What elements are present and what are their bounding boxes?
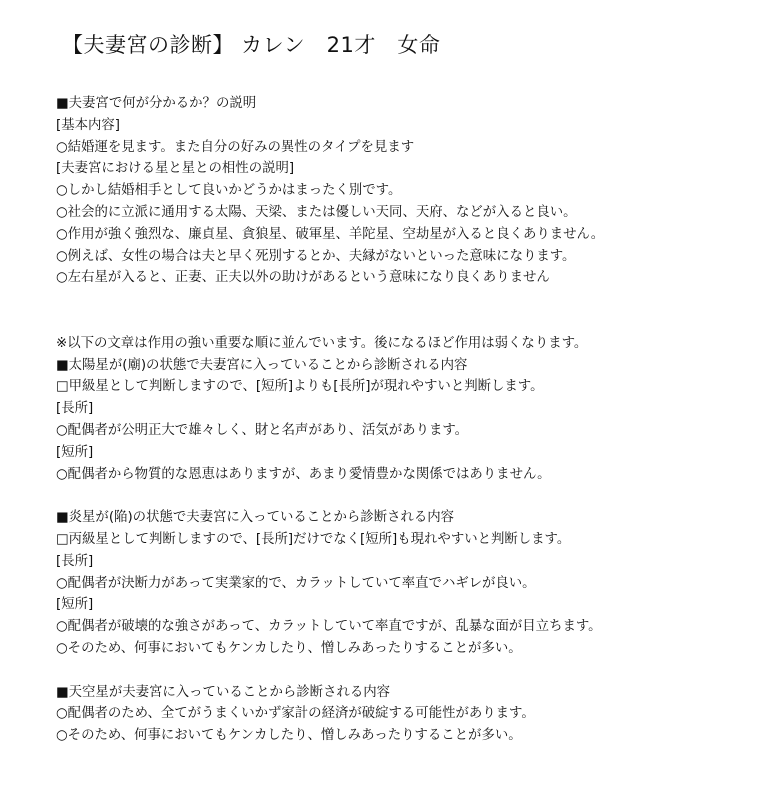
subheading: [長所] <box>56 401 94 417</box>
blank-line <box>56 289 771 311</box>
text-line: ○配偶者から物質的な恩恵はありますが、あまり愛情豊かな関係ではありません。 <box>56 466 551 482</box>
blank-line <box>56 311 771 333</box>
text-line: ○配偶者が決断力があって実業家的で、カラットしていて率直でハギレが良い。 <box>56 575 536 591</box>
section-heading: ■天空星が夫妻宮に入っていることから診断される内容 <box>56 684 391 700</box>
text-line: ○例えば、女性の場合は夫と早く死別するとか、夫縁がないといった意味になります。 <box>56 248 576 264</box>
subheading: [短所] <box>56 597 94 613</box>
section-explanation <box>56 93 771 289</box>
note-line: ※以下の文章は作用の強い重要な順に並んでいます。後になるほど作用は弱くなります。 <box>56 335 588 351</box>
text-line: ○作用が強く強烈な、廉貞星、貪狼星、破軍星、羊陀星、空劫星が入ると良くありません。 <box>56 226 605 242</box>
section-tenkuu-star <box>56 682 771 747</box>
blank-line <box>56 660 771 682</box>
text-line: ○左右星が入ると、正妻、正夫以外の助けがあるという意味になり良くありません <box>56 270 550 286</box>
subheading: [基本内容] <box>56 117 121 133</box>
document-body <box>56 93 771 747</box>
text-line: □丙級星として判断しますので、[長所]だけでなく[短所]も現れやすいと判断します。 <box>56 531 571 547</box>
blank-line <box>56 485 771 507</box>
subheading: [短所] <box>56 444 94 460</box>
section-en-star <box>56 507 771 660</box>
page-title: 【夫妻宮の診断】 カレン 21才 女命 <box>62 33 441 57</box>
section-heading: ■太陽星が(廟)の状態で夫妻宮に入っていることから診断される内容 <box>56 357 468 373</box>
subheading: [長所] <box>56 553 94 569</box>
text-line: ○配偶者が公明正大で雄々しく、財と名声があり、活気があります。 <box>56 422 469 438</box>
section-heading: ■夫妻宮で何が分かるか？の説明 <box>56 96 257 111</box>
section-heading: ■炎星が(陥)の状態で夫妻宮に入っていることから診断される内容 <box>56 510 455 526</box>
text-line: ○しかし結婚相手として良いかどうかはまったく別です。 <box>56 183 402 199</box>
text-line: ○結婚運を見ます。また自分の好みの異性のタイプを見ます <box>56 139 415 155</box>
subheading: [夫妻宮における星と星との相性の説明] <box>56 161 295 177</box>
text-line: ○配偶者が破壊的な強さがあって、カラットしていて率直ですが、乱暴な面が目立ちます。 <box>56 619 602 635</box>
text-line: ○そのため、何事においてもケンカしたり、憎しみあったりすることが多い。 <box>56 640 522 656</box>
section-taiyou-star <box>56 333 771 486</box>
text-line: ○社会的に立派に通用する太陽、天梁、または優しい天同、天府、などが入ると良い。 <box>56 204 577 220</box>
text-line: ○配偶者のため、全てがうまくいかず家計の経済が破綻する可能性があります。 <box>56 706 535 722</box>
text-line: ○そのため、何事においてもケンカしたり、憎しみあったりすることが多い。 <box>56 728 522 744</box>
text-line: □甲級星として判断しますので、[短所]よりも[長所]が現れやすいと判断します。 <box>56 379 544 395</box>
